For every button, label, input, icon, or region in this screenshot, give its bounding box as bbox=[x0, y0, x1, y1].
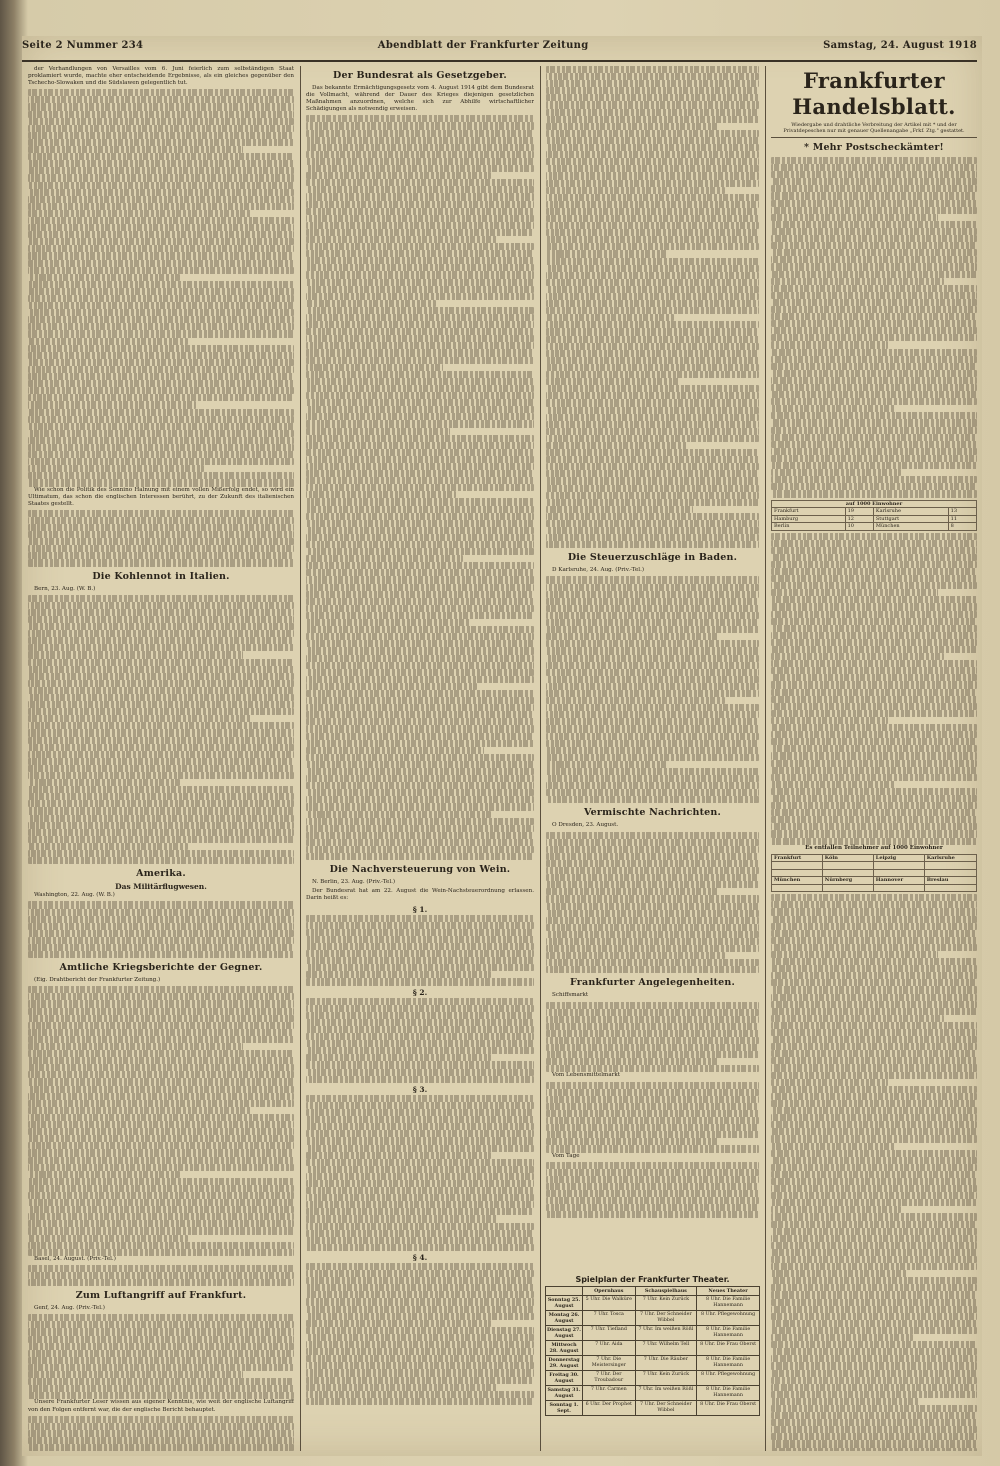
headline-steuer-baden: Die Steuerzuschläge in Baden. bbox=[567, 552, 738, 564]
paragraph-number: § 3. bbox=[412, 1084, 428, 1094]
body-text-lines bbox=[28, 901, 294, 958]
theater-show: 7 Uhr. Kein Zurück bbox=[635, 1296, 697, 1311]
theater-row bbox=[546, 1326, 760, 1341]
article-paragraph: Unsere Frankfurter Leser wissen aus eigener Kenntnis, wie weit der englische Luftangriff von den Folgen entfernt war, die der englische Bericht behauptet. bbox=[28, 1399, 294, 1413]
body-text-lines bbox=[771, 157, 977, 498]
body-text-lines bbox=[28, 1314, 294, 1399]
theater-schedule bbox=[545, 1275, 760, 1416]
body-text-lines bbox=[28, 986, 294, 1256]
theater-header: Schauspielhaus bbox=[635, 1287, 697, 1296]
theater-show: 7 Uhr. Aida bbox=[583, 1341, 636, 1356]
body-text-lines bbox=[28, 1416, 294, 1451]
city-header: Breslau bbox=[924, 877, 976, 885]
article-paragraph: Das bekannte Ermächtigungsgesetz vom 4. August 1914 gibt dem Bundesrat die Vollmacht, während der Dauer des Krieges diejenigen gesetzlichen Maßnahmen anzuordnen, welche sich zur Abhilfe wirtschaftlicher Schädigungen als notwendig erweisen. bbox=[306, 85, 534, 113]
stats-table-title: Es entfallen Teilnehmer auf 1000 Einwohner bbox=[805, 844, 943, 851]
theater-row bbox=[546, 1401, 760, 1416]
headline-frankfurter: Frankfurter Angelegenheiten. bbox=[570, 977, 735, 989]
theater-day: Sonntag 1. Sept. bbox=[546, 1401, 583, 1416]
dateline: Genf, 24. Aug. (Priv.-Tel.) bbox=[34, 1305, 105, 1312]
theater-show: 8 Uhr. Die Familie Hannemann bbox=[697, 1326, 760, 1341]
theater-show: 7 Uhr. Im weißen Rößl bbox=[635, 1386, 697, 1401]
theater-row bbox=[546, 1296, 760, 1311]
theater-show: 8 Uhr. Pflegewohnung bbox=[697, 1371, 760, 1386]
column-3 bbox=[546, 66, 759, 1266]
theater-show: 7 Uhr. Der Schneider Wibbel bbox=[635, 1401, 697, 1416]
dateline: D Karlsruhe, 24. Aug. (Priv.-Tel.) bbox=[552, 567, 645, 574]
theater-show: 8 Uhr. Die Frau Oberst bbox=[697, 1401, 760, 1416]
theater-day: Dienstag 27. August bbox=[547, 1327, 581, 1339]
column-1 bbox=[28, 66, 294, 1451]
dateline: O Dresden, 23. August. bbox=[552, 822, 619, 829]
body-text-lines bbox=[28, 510, 294, 567]
theater-show: 7 Uhr. Tiefland bbox=[583, 1326, 636, 1341]
theater-day: Montag 26. August bbox=[546, 1311, 583, 1326]
theater-show: 7 Uhr. Der Schneider Wibbel bbox=[635, 1311, 697, 1326]
body-text-lines bbox=[771, 533, 977, 845]
headline-postscheck: * Mehr Postscheckämter! bbox=[804, 142, 944, 153]
body-text-lines bbox=[28, 595, 294, 865]
body-text-lines bbox=[546, 66, 759, 548]
theater-title: Spielplan der Frankfurter Theater. bbox=[575, 1275, 730, 1284]
theater-show: 7 Uhr. Der Troubadour bbox=[583, 1371, 636, 1386]
theater-show: 8 Uhr. Die Familie Hannemann bbox=[697, 1296, 760, 1311]
body-text-lines bbox=[306, 915, 534, 986]
column-rule bbox=[540, 66, 541, 1451]
theater-show: 7 Uhr. Carmen bbox=[583, 1386, 636, 1401]
body-text-lines bbox=[546, 1002, 759, 1073]
theater-show: 7 Uhr. Im weißen Rößl bbox=[635, 1326, 697, 1341]
body-text-lines bbox=[306, 998, 534, 1083]
theater-header: Neues Theater bbox=[697, 1287, 760, 1296]
theater-day: Donnerstag 29. August bbox=[546, 1356, 583, 1371]
header-left: Seite 2 Nummer 234 bbox=[22, 40, 144, 51]
handelsblatt-title: Frankfurter Handelsblatt. bbox=[792, 68, 956, 119]
body-text-lines bbox=[546, 1082, 759, 1153]
running-head bbox=[22, 40, 977, 62]
theater-row bbox=[546, 1371, 760, 1386]
column-4 bbox=[771, 66, 977, 1451]
theater-show: 8 Uhr. Die Frau Oberst bbox=[697, 1341, 760, 1356]
header-center: Abendblatt der Frankfurter Zeitung bbox=[377, 40, 589, 51]
theater-show: 8 Uhr. Pflegewohnung bbox=[697, 1311, 760, 1326]
column-rule bbox=[765, 66, 766, 1451]
stats-table-2 bbox=[771, 854, 977, 893]
header-right: Samstag, 24. August 1918 bbox=[823, 40, 977, 51]
body-text-lines bbox=[28, 89, 294, 486]
body-text-lines bbox=[28, 1265, 294, 1286]
city-header: Nürnberg bbox=[822, 877, 873, 885]
body-text-lines bbox=[306, 1263, 534, 1405]
theater-show: 7 Uhr. Die Räuber bbox=[635, 1356, 697, 1371]
theater-show: 7 Uhr. Tosca bbox=[583, 1311, 636, 1326]
city-header: Hannover bbox=[873, 877, 924, 885]
theater-day: Sonntag 25. August bbox=[546, 1296, 583, 1311]
headline-vermischte: Vermischte Nachrichten. bbox=[583, 807, 722, 819]
headline-kriegsberichte: Amtliche Kriegsberichte der Gegner. bbox=[59, 962, 263, 974]
column-rule bbox=[300, 66, 301, 1451]
theater-day: Samstag 31. August bbox=[547, 1387, 581, 1399]
paragraph-number: § 2. bbox=[412, 987, 428, 997]
theater-row bbox=[546, 1341, 760, 1356]
theater-table bbox=[545, 1286, 760, 1416]
paragraph-number: § 4. bbox=[412, 1252, 428, 1262]
dateline: (Eig. Drahtbericht der Frankfurter Zeitung.) bbox=[34, 977, 161, 984]
theater-header: Opernhaus bbox=[583, 1287, 636, 1296]
body-text-lines bbox=[546, 832, 759, 974]
theater-show: 7 Uhr. Wilhelm Tell bbox=[635, 1341, 697, 1356]
theater-show: 7 Uhr. Die Meistersinger bbox=[583, 1356, 636, 1371]
theater-day: Mittwoch 28. August bbox=[546, 1341, 583, 1356]
city-header: Frankfurt bbox=[772, 854, 823, 862]
body-text-lines bbox=[771, 894, 977, 1451]
headline-luftangriff: Zum Luftangriff auf Frankfurt. bbox=[75, 1290, 247, 1302]
stats-table-1: auf 1000 Einwohner Frankfurt 19 Karlsruhe 13 Hamburg 12 Stuttgart 11 Berlin 10 München 8 bbox=[771, 500, 977, 531]
subhead: Vom Tage bbox=[552, 1152, 580, 1159]
subhead: Vom Lebensmittelmarkt bbox=[552, 1072, 621, 1079]
theater-show: 5 Uhr. Die Walküre bbox=[583, 1296, 636, 1311]
headline-nachsteuerung: Die Nachversteuerung von Wein. bbox=[329, 864, 511, 876]
theater-row bbox=[546, 1311, 760, 1326]
article-paragraph: Der Bundesrat hat am 22. August die Wein-Nachsteuerordnung erlassen. Darin heißt es: bbox=[306, 888, 534, 902]
headline-kohlennot: Die Kohlennot in Italien. bbox=[92, 570, 230, 582]
dateline: N. Berlin, 23. Aug. (Priv.-Tel.) bbox=[312, 879, 396, 886]
article-paragraph: der Verhandlungen von Versailles vom 6. Juni feierlich zum selbständigen Staat proklamiert wurde, machte eher entscheidende Ergebnisse, als ein gleiches gegenüber den Tschecho-Slowaken und die Südslawen gelegentlich tut. bbox=[28, 66, 294, 87]
theater-row bbox=[546, 1356, 760, 1371]
body-text-lines bbox=[546, 576, 759, 803]
dateline: Washington, 22. Aug. (W. B.) bbox=[34, 892, 115, 899]
city-header: Karlsruhe bbox=[924, 854, 976, 862]
article-paragraph: Wie schon die Politik des Sonnino Halnung mit einem vollen Mißerfolg endet, so wird ein Ultimatum, das schon die englischen Interessen berührt, zu der Zukunft des italienischen Staates gestellt. bbox=[28, 486, 294, 507]
theater-show: 8 Uhr. Die Familie Hannemann bbox=[697, 1356, 760, 1371]
city-header: Köln bbox=[822, 854, 873, 862]
handelsblatt-subtitle: Wiedergabe und drahtliche Verbreitung der Artikel mit * und der Privatdepeschen nur mit genauer Quellenangabe „Frkf. Ztg." gestattet. bbox=[783, 122, 965, 134]
headline-amerika: Amerika. bbox=[136, 868, 186, 880]
subheadline-militaerflug: Das Militärflugwesen. bbox=[115, 882, 207, 892]
subhead: Schiffsmarkt bbox=[552, 992, 589, 999]
headline-bundesrat: Der Bundesrat als Gesetzgeber. bbox=[333, 70, 507, 81]
column-2 bbox=[306, 66, 534, 1451]
theater-show: 8 Uhr. Die Familie Hannemann bbox=[697, 1386, 760, 1401]
theater-header bbox=[546, 1287, 583, 1296]
body-text-lines bbox=[306, 1095, 534, 1251]
theater-show: 7 Uhr. Kein Zurück bbox=[635, 1371, 697, 1386]
dateline: Basel, 24. August. (Priv.-Tel.) bbox=[34, 1255, 116, 1262]
theater-show: 6 Uhr. Der Prophet bbox=[583, 1401, 636, 1416]
theater-row bbox=[546, 1386, 760, 1401]
paragraph-number: § 1. bbox=[412, 904, 428, 914]
body-text-lines bbox=[306, 115, 534, 860]
dateline: Bern, 23. Aug. (W. B.) bbox=[34, 585, 96, 592]
theater-day: Freitag 30. August bbox=[546, 1371, 583, 1386]
city-header: München bbox=[772, 877, 823, 885]
body-text-lines bbox=[546, 1162, 759, 1219]
city-header: Leipzig bbox=[873, 854, 924, 862]
